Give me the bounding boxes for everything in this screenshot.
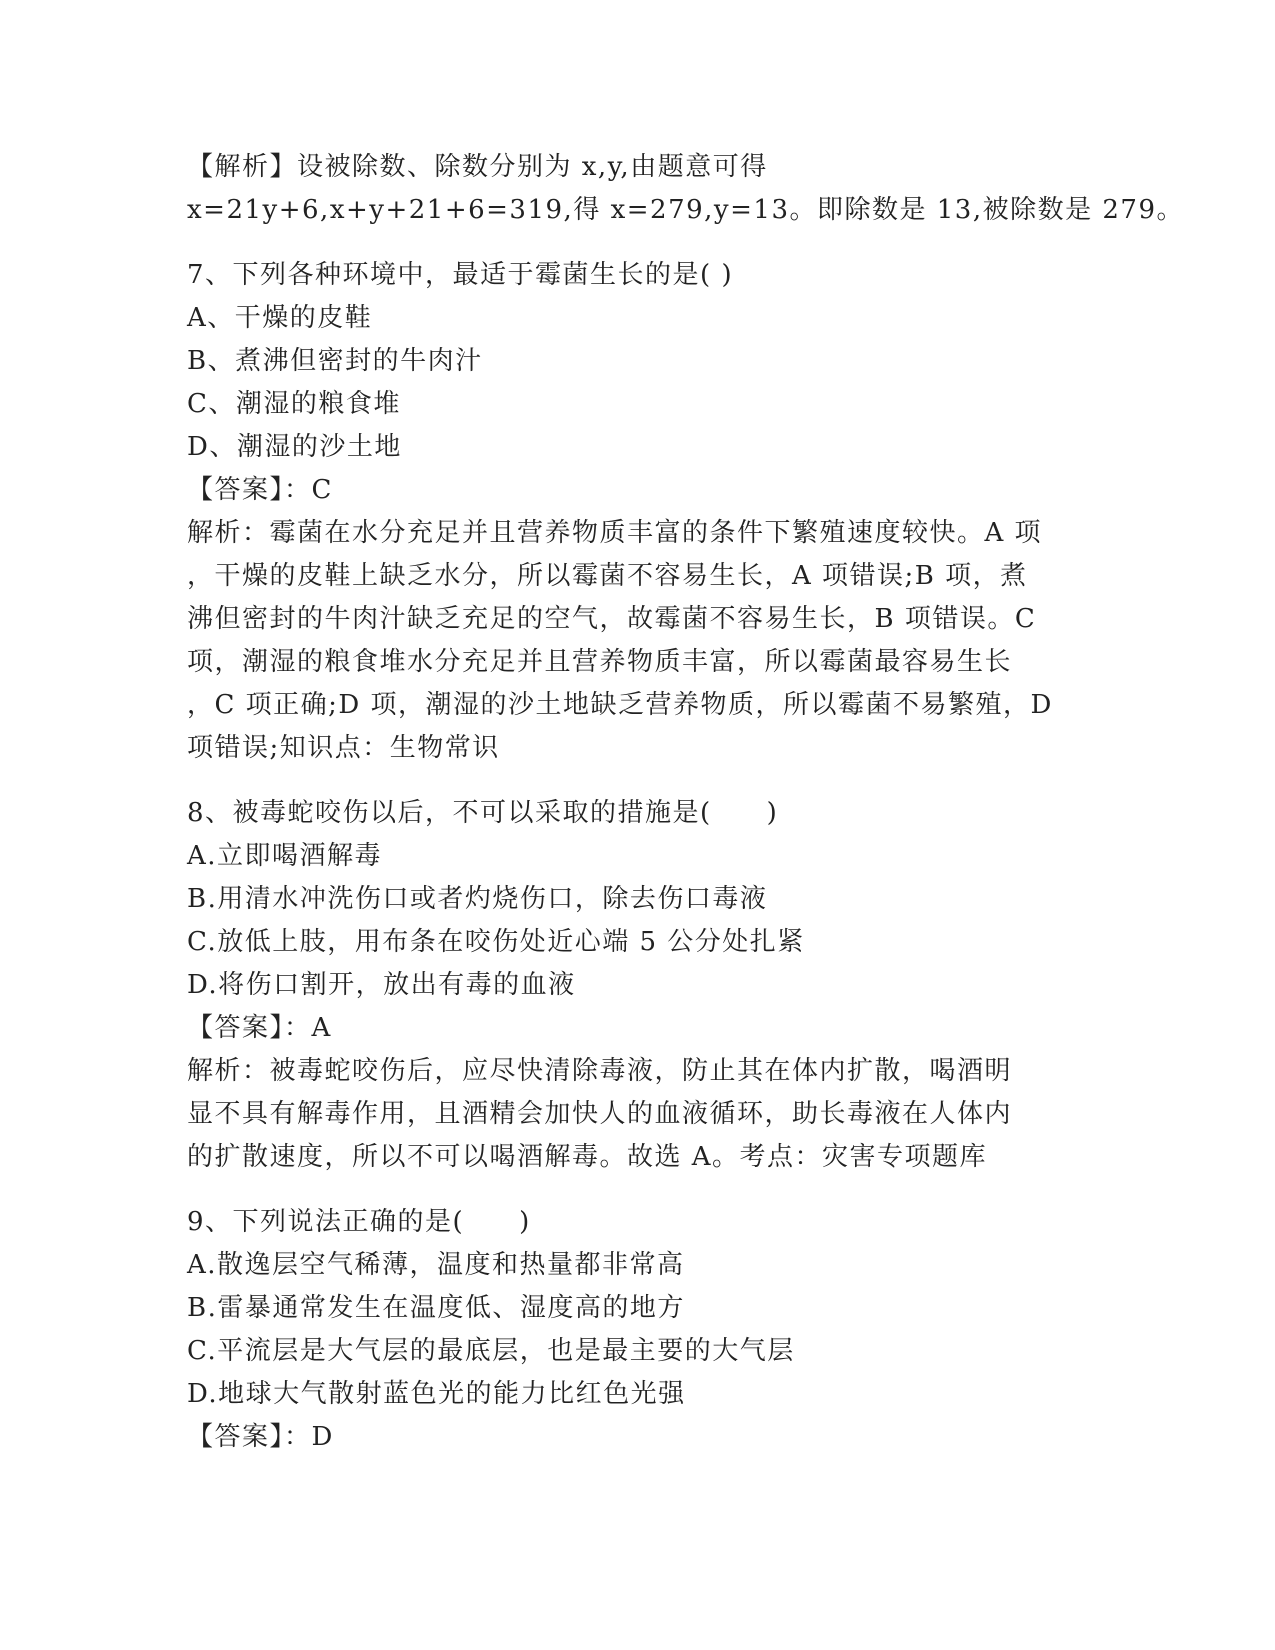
- analysis-line: 的扩散速度，所以不可以喝酒解毒。故选 A。考点：灾害专项题库: [187, 1142, 988, 1172]
- analysis-line: 项错误;知识点：生物常识: [187, 733, 500, 763]
- option-d: D、潮湿的沙土地: [187, 432, 402, 462]
- option-d: D.地球大气散射蓝色光的能力比红色光强: [187, 1379, 686, 1409]
- document-content: [187, 146, 1184, 1459]
- option-c: C.放低上肢，用布条在咬伤处近心端 5 公分处扎紧: [187, 927, 805, 957]
- option-b: B、煮沸但密封的牛肉汁: [187, 346, 483, 376]
- analysis-line: 显不具有解毒作用，且酒精会加快人的血液循环，助长毒液在人体内: [187, 1099, 1013, 1129]
- analysis-line: 解析：霉菌在水分充足并且营养物质丰富的条件下繁殖速度较快。A 项: [187, 518, 1043, 548]
- analysis-line: x=21y+6,x+y+21+6=319,得 x=279,y=13。即除数是 13,被除数是 279。: [187, 195, 1184, 225]
- answer-line: 【答案】：C: [187, 475, 333, 505]
- answer-line: 【答案】：A: [187, 1013, 332, 1043]
- option-c: C.平流层是大气层的最底层，也是最主要的大气层: [187, 1336, 795, 1366]
- analysis-line: ，C 项正确;D 项，潮湿的沙土地缺乏营养物质，所以霉菌不易繁殖，D: [187, 690, 1053, 720]
- option-a: A.散逸层空气稀薄，温度和热量都非常高: [187, 1250, 685, 1280]
- option-b: B.用清水冲洗伤口或者灼烧伤口，除去伤口毒液: [187, 884, 768, 914]
- question-text: 8、被毒蛇咬伤以后，不可以采取的措施是( ): [187, 798, 779, 828]
- option-a: A.立即喝酒解毒: [187, 841, 383, 871]
- analysis-line: 【解析】设被除数、除数分别为 x,y,由题意可得: [187, 152, 768, 182]
- answer-line: 【答案】：D: [187, 1422, 334, 1452]
- option-d: D.将伤口割开，放出有毒的血液: [187, 970, 576, 1000]
- question-text: 9、下列说法正确的是( ): [187, 1207, 531, 1237]
- previous-analysis: [187, 146, 1184, 232]
- question-8: [187, 792, 1087, 1179]
- analysis-line: 沸但密封的牛肉汁缺乏充足的空气，故霉菌不容易生长，B 项错误。C: [187, 604, 1037, 634]
- question-text: 7、下列各种环境中，最适于霉菌生长的是( ): [187, 260, 734, 290]
- analysis-line: 项，潮湿的粮食堆水分充足并且营养物质丰富，所以霉菌最容易生长: [187, 647, 1013, 677]
- question-7: [187, 254, 1087, 770]
- analysis-line: 解析：被毒蛇咬伤后，应尽快清除毒液，防止其在体内扩散，喝酒明: [187, 1056, 1013, 1086]
- option-c: C、潮湿的粮食堆: [187, 389, 401, 419]
- option-b: B.雷暴通常发生在温度低、湿度高的地方: [187, 1293, 685, 1323]
- question-9: [187, 1201, 1087, 1459]
- analysis-line: ，干燥的皮鞋上缺乏水分，所以霉菌不容易生长，A 项错误;B 项，煮: [187, 561, 1028, 591]
- option-a: A、干燥的皮鞋: [187, 303, 373, 333]
